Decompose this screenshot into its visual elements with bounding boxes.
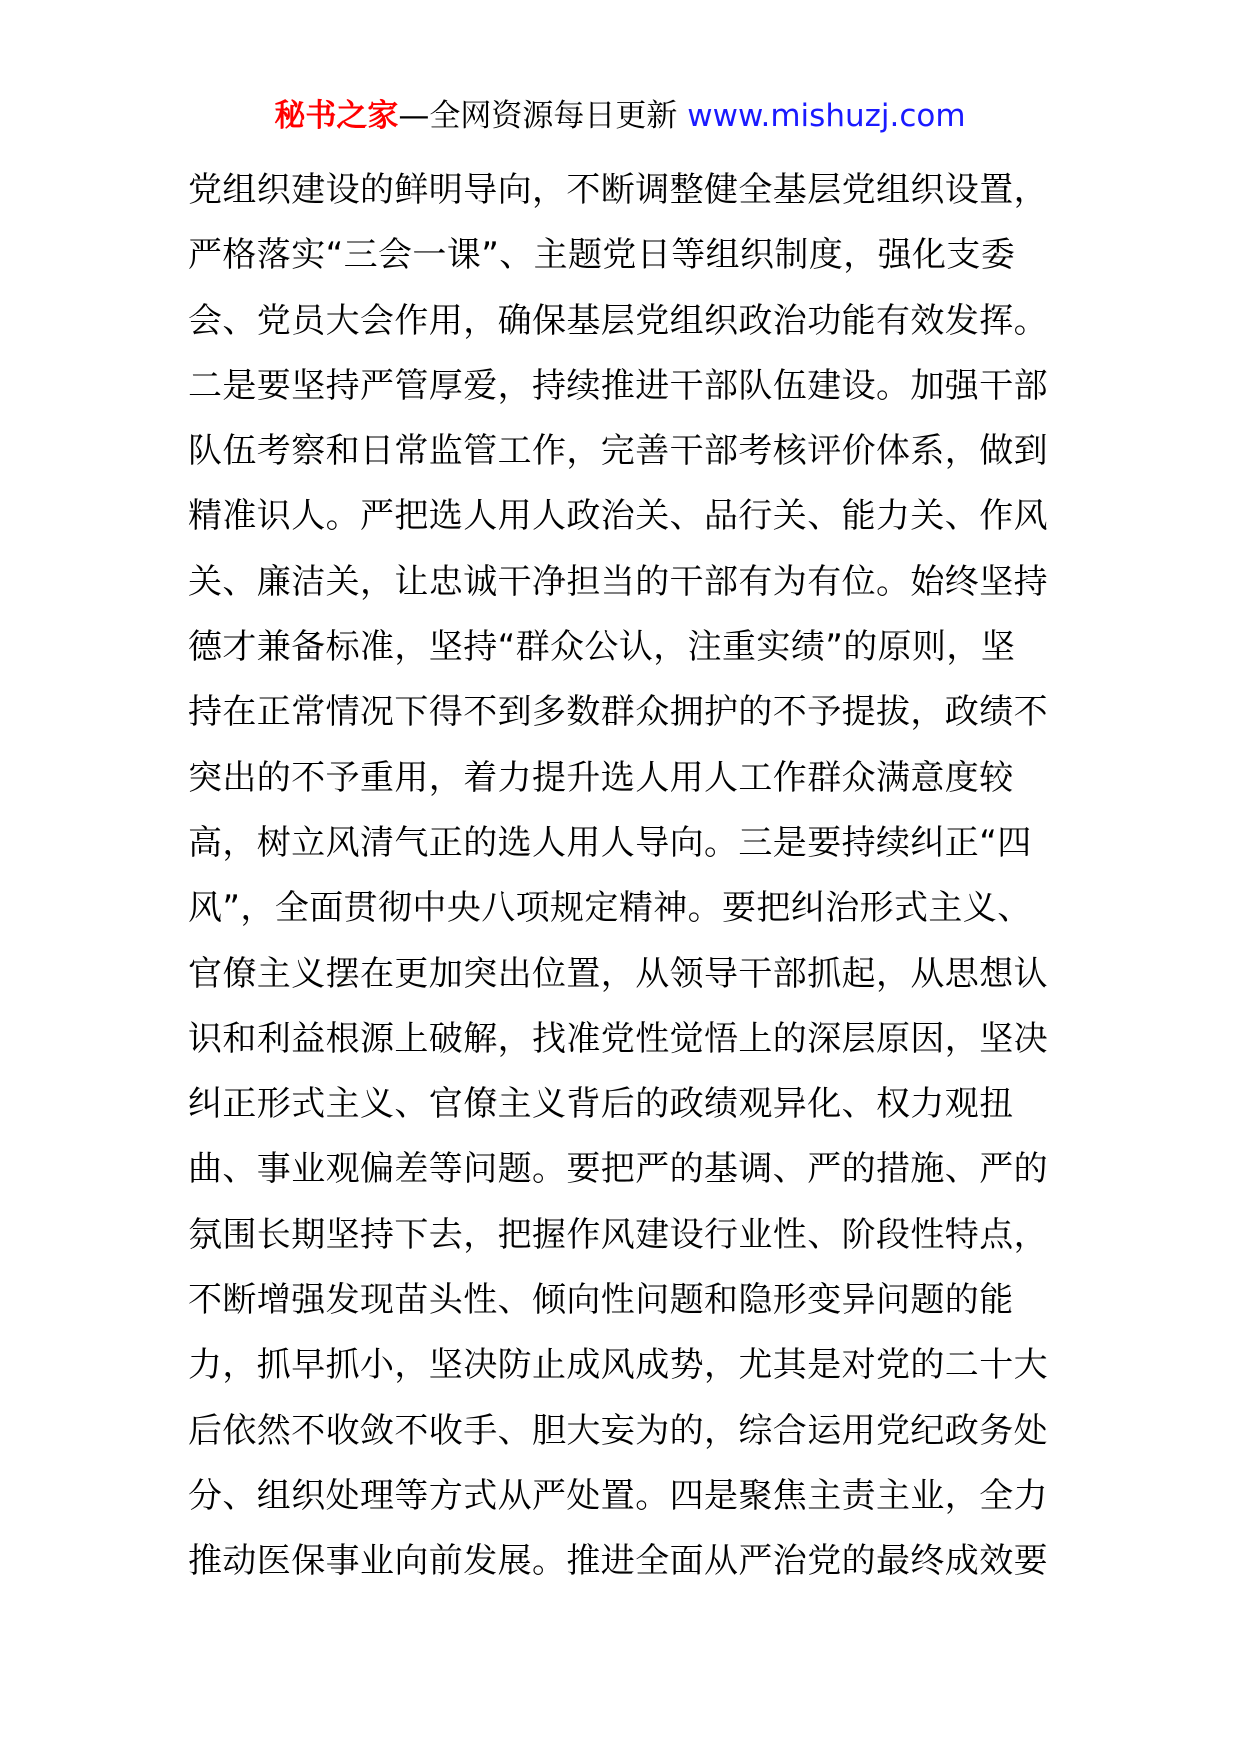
text-line: 曲、事业观偏差等问题。要把严的基调、严的措施、严的 (188, 1149, 1048, 1190)
text-line: 风”，全面贯彻中央八项规定精神。要把纠治形式主义、 (188, 888, 1032, 929)
text-line: 队伍考察和日常监管工作，完善干部考核评价体系，做到 (188, 431, 1048, 472)
site-tagline: —全网资源每日更新 (398, 98, 678, 134)
text-line: 严格落实“三会一课”、主题党日等组织制度，强化支委 (188, 235, 1016, 276)
text-line: 氛围长期坚持下去，把握作风建设行业性、阶段性特点， (188, 1214, 1048, 1255)
text-line: 精准识人。严把选人用人政治关、品行关、能力关、作风 (188, 496, 1048, 537)
site-url[interactable]: www.mishuzj.com (687, 98, 966, 134)
text-line: 不断增强发现苗头性、倾向性问题和隐形变异问题的能 (188, 1280, 1014, 1321)
text-line: 德才兼备标准，坚持“群众公认，注重实绩”的原则，坚 (188, 627, 1016, 668)
text-line: 会、党员大会作用，确保基层党组织政治功能有效发挥。 (188, 300, 1048, 341)
text-line: 识和利益根源上破解，找准党性觉悟上的深层原因，坚决 (188, 1018, 1048, 1059)
text-line: 纠正形式主义、官僚主义背后的政绩观异化、权力观扭 (188, 1084, 1014, 1125)
text-line: 持在正常情况下得不到多数群众拥护的不予提拔，政绩不 (188, 692, 1048, 733)
text-line: 高，树立风清气正的选人用人导向。三是要持续纠正“四 (188, 822, 1032, 863)
text-line: 关、廉洁关，让忠诚干净担当的干部有为有位。始终坚持 (188, 561, 1048, 602)
text-line: 推动医保事业向前发展。推进全面从严治党的最终成效要 (188, 1541, 1048, 1582)
site-brand: 秘书之家 (274, 98, 399, 134)
text-line: 党组织建设的鲜明导向，不断调整健全基层党组织设置， (188, 170, 1048, 210)
text-line: 分、组织处理等方式从严处置。四是聚焦主责主业，全力 (188, 1475, 1048, 1516)
text-line: 后依然不收敛不收手、胆大妄为的，综合运用党纪政务处 (188, 1410, 1048, 1451)
document-body (188, 163, 1068, 1600)
text-line: 官僚主义摆在更加突出位置，从领导干部抓起，从思想认 (188, 953, 1048, 994)
text-line: 力，抓早抓小，坚决防止成风成势，尤其是对党的二十大 (188, 1345, 1048, 1386)
site-header (0, 96, 1240, 136)
text-line: 突出的不予重用，着力提升选人用人工作群众满意度较 (188, 757, 1014, 798)
text-line: 二是要坚持严管厚爱，持续推进干部队伍建设。加强干部 (188, 365, 1048, 406)
